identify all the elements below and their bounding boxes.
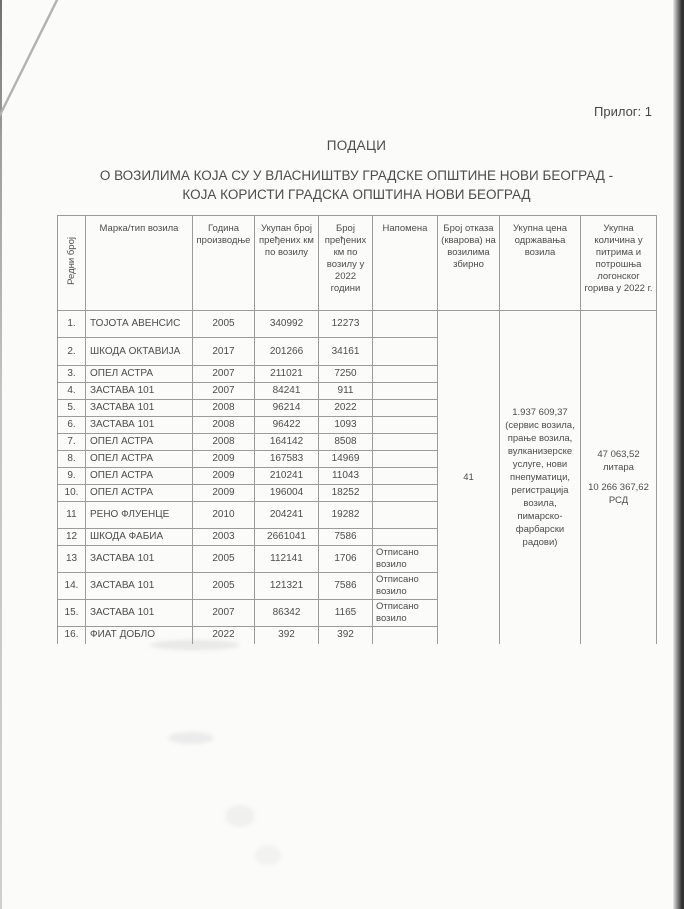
cell-num: 2.: [58, 338, 86, 366]
cell-brand: ЗАСТАВА 101: [86, 546, 193, 573]
cell-total-km: 201266: [255, 338, 319, 366]
scan-smudge: [168, 732, 214, 744]
cell-year: 2008: [193, 417, 255, 434]
cell-note: [373, 468, 438, 485]
page-corner-fold: [0, 0, 70, 125]
cell-year: 2010: [193, 502, 255, 529]
cell-brand: ОПЕЛ АСТРА: [86, 366, 193, 383]
cell-note: Отписано возило: [373, 600, 438, 627]
cell-total-km: 86342: [255, 600, 319, 627]
cell-num: 8.: [58, 451, 86, 468]
page-title: ПОДАЦИ: [326, 138, 387, 153]
cell-total-km: 204241: [255, 502, 319, 529]
col-header-total-km: Укупан број пређених км по возилу: [255, 216, 319, 311]
scan-smudge: [225, 805, 255, 827]
cell-note: [373, 400, 438, 417]
cell-total-km: 392: [255, 627, 319, 644]
cell-km-2022: 7586: [319, 573, 373, 600]
col-header-year: Година производње: [193, 216, 255, 311]
cell-total-km: 96422: [255, 417, 319, 434]
scan-smudge: [255, 845, 281, 865]
cell-note: [373, 485, 438, 502]
cell-num: 9.: [58, 468, 86, 485]
cell-note: Отписано возило: [373, 573, 438, 600]
cell-brand: ШКОДА ФАБИА: [86, 529, 193, 546]
cell-total-km: 112141: [255, 546, 319, 573]
cell-km-2022: 2022: [319, 400, 373, 417]
cell-km-2022: 911: [319, 383, 373, 400]
attachment-label: Прилог: 1: [594, 104, 652, 119]
cell-num: 11: [58, 502, 86, 529]
cell-km-2022: 7586: [319, 529, 373, 546]
page-subtitle: О ВОЗИЛИМА КОЈА СУ У ВЛАСНИШТВУ ГРАДСКЕ ОПШТИНЕ НОВИ БЕОГРАД - КОЈА КОРИСТИ ГРАДСКА ОПШТИНА НОВИ БЕОГРАД: [99, 168, 614, 202]
cell-year: 2007: [193, 600, 255, 627]
cell-total-km: 121321: [255, 573, 319, 600]
document-headings: [57, 138, 656, 204]
cell-km-2022: 7250: [319, 366, 373, 383]
cell-note: [373, 434, 438, 451]
cell-total-km: 164142: [255, 434, 319, 451]
cell-note: [373, 311, 438, 338]
cell-note: [373, 502, 438, 529]
col-header-brand: Марка/тип возила: [86, 216, 193, 311]
cell-brand: ЗАСТАВА 101: [86, 600, 193, 627]
cell-maintenance-cost-total: 1.937 609,37 (сервис возила, прање возила, вулканизерске услуге, нови пнепуматици, регистрација возила, пимарско-фарбарски радови): [500, 311, 581, 644]
cell-note: [373, 383, 438, 400]
cell-brand: РЕНО ФЛУЕНЦЕ: [86, 502, 193, 529]
cell-km-2022: 8508: [319, 434, 373, 451]
cell-num: 4.: [58, 383, 86, 400]
col-header-failures: Број отказа (кварова) на возилима збирно: [438, 216, 500, 311]
cell-note: Отписано возило: [373, 546, 438, 573]
cell-num: 5.: [58, 400, 86, 417]
cell-brand: ОПЕЛ АСТРА: [86, 451, 193, 468]
cell-year: 2009: [193, 451, 255, 468]
cell-brand: ЗАСТАВА 101: [86, 417, 193, 434]
col-header-note: Напомена: [373, 216, 438, 311]
cell-km-2022: 19282: [319, 502, 373, 529]
col-header-fuel: Укупна количина у питрима и потрошња логонског горива у 2022 г.: [581, 216, 657, 311]
cell-km-2022: 14969: [319, 451, 373, 468]
cell-year: 2003: [193, 529, 255, 546]
scan-right-edge: [673, 0, 684, 909]
cell-num: 14.: [58, 573, 86, 600]
cell-num: 6.: [58, 417, 86, 434]
cell-num: 13: [58, 546, 86, 573]
cell-year: 2005: [193, 573, 255, 600]
cell-year: 2008: [193, 434, 255, 451]
cell-brand: ФИАТ ДОБЛО: [86, 627, 193, 644]
cell-km-2022: 1093: [319, 417, 373, 434]
cell-brand: ЗАСТАВА 101: [86, 573, 193, 600]
cell-total-km: 84241: [255, 383, 319, 400]
cell-brand: ОПЕЛ АСТРА: [86, 485, 193, 502]
cell-num: 3.: [58, 366, 86, 383]
col-header-km-2022: Број пређених км по возилу у 2022 години: [319, 216, 373, 311]
cell-km-2022: 11043: [319, 468, 373, 485]
cell-brand: ЗАСТАВА 101: [86, 383, 193, 400]
cell-brand: ОПЕЛ АСТРА: [86, 468, 193, 485]
cell-num: 16.: [58, 627, 86, 644]
cell-year: 2005: [193, 546, 255, 573]
cell-year: 2008: [193, 400, 255, 417]
cell-num: 10.: [58, 485, 86, 502]
col-header-ordinal-label: Редни број: [65, 237, 77, 285]
cell-year: 2007: [193, 383, 255, 400]
cell-year: 2022: [193, 627, 255, 644]
cell-year: 2009: [193, 485, 255, 502]
col-header-maintenance-cost: Укупна цена одржавања возила: [500, 216, 581, 311]
cell-brand: ШКОДА ОКТАВИЈА: [86, 338, 193, 366]
fuel-liters: 47 063,52 литара: [597, 448, 640, 473]
cell-brand: ТОЈОТА АВЕНСИС: [86, 311, 193, 338]
cell-brand: ОПЕЛ АСТРА: [86, 434, 193, 451]
cell-note: [373, 451, 438, 468]
cell-year: 2009: [193, 468, 255, 485]
vehicles-table-container: [57, 215, 657, 644]
cell-year: 2017: [193, 338, 255, 366]
cell-km-2022: 34161: [319, 338, 373, 366]
fuel-cost: 10 266 367,62 РСД: [588, 481, 649, 506]
cell-total-km: 2661041: [255, 529, 319, 546]
cell-note: [373, 627, 438, 644]
cell-brand: ЗАСТАВА 101: [86, 400, 193, 417]
cell-km-2022: 12273: [319, 311, 373, 338]
vehicles-table: [57, 215, 657, 644]
cell-num: 12: [58, 529, 86, 546]
scan-left-edge: [0, 0, 2, 909]
cell-km-2022: 18252: [319, 485, 373, 502]
col-header-ordinal: [58, 216, 86, 311]
cell-km-2022: 1165: [319, 600, 373, 627]
cell-num: 15.: [58, 600, 86, 627]
cell-fuel-total: [581, 311, 657, 644]
cell-year: 2005: [193, 311, 255, 338]
cell-failures-total: 41: [438, 311, 500, 644]
cell-note: [373, 417, 438, 434]
cell-km-2022: 392: [319, 627, 373, 644]
cell-total-km: 340992: [255, 311, 319, 338]
cell-note: [373, 529, 438, 546]
cell-num: 7.: [58, 434, 86, 451]
table-header-row: [58, 216, 657, 311]
cell-total-km: 211021: [255, 366, 319, 383]
cell-total-km: 210241: [255, 468, 319, 485]
cell-num: 1.: [58, 311, 86, 338]
cell-total-km: 196004: [255, 485, 319, 502]
cell-km-2022: 1706: [319, 546, 373, 573]
cell-note: [373, 366, 438, 383]
table-row: [58, 311, 657, 338]
cell-total-km: 96214: [255, 400, 319, 417]
cell-total-km: 167583: [255, 451, 319, 468]
cell-year: 2007: [193, 366, 255, 383]
cell-note: [373, 338, 438, 366]
